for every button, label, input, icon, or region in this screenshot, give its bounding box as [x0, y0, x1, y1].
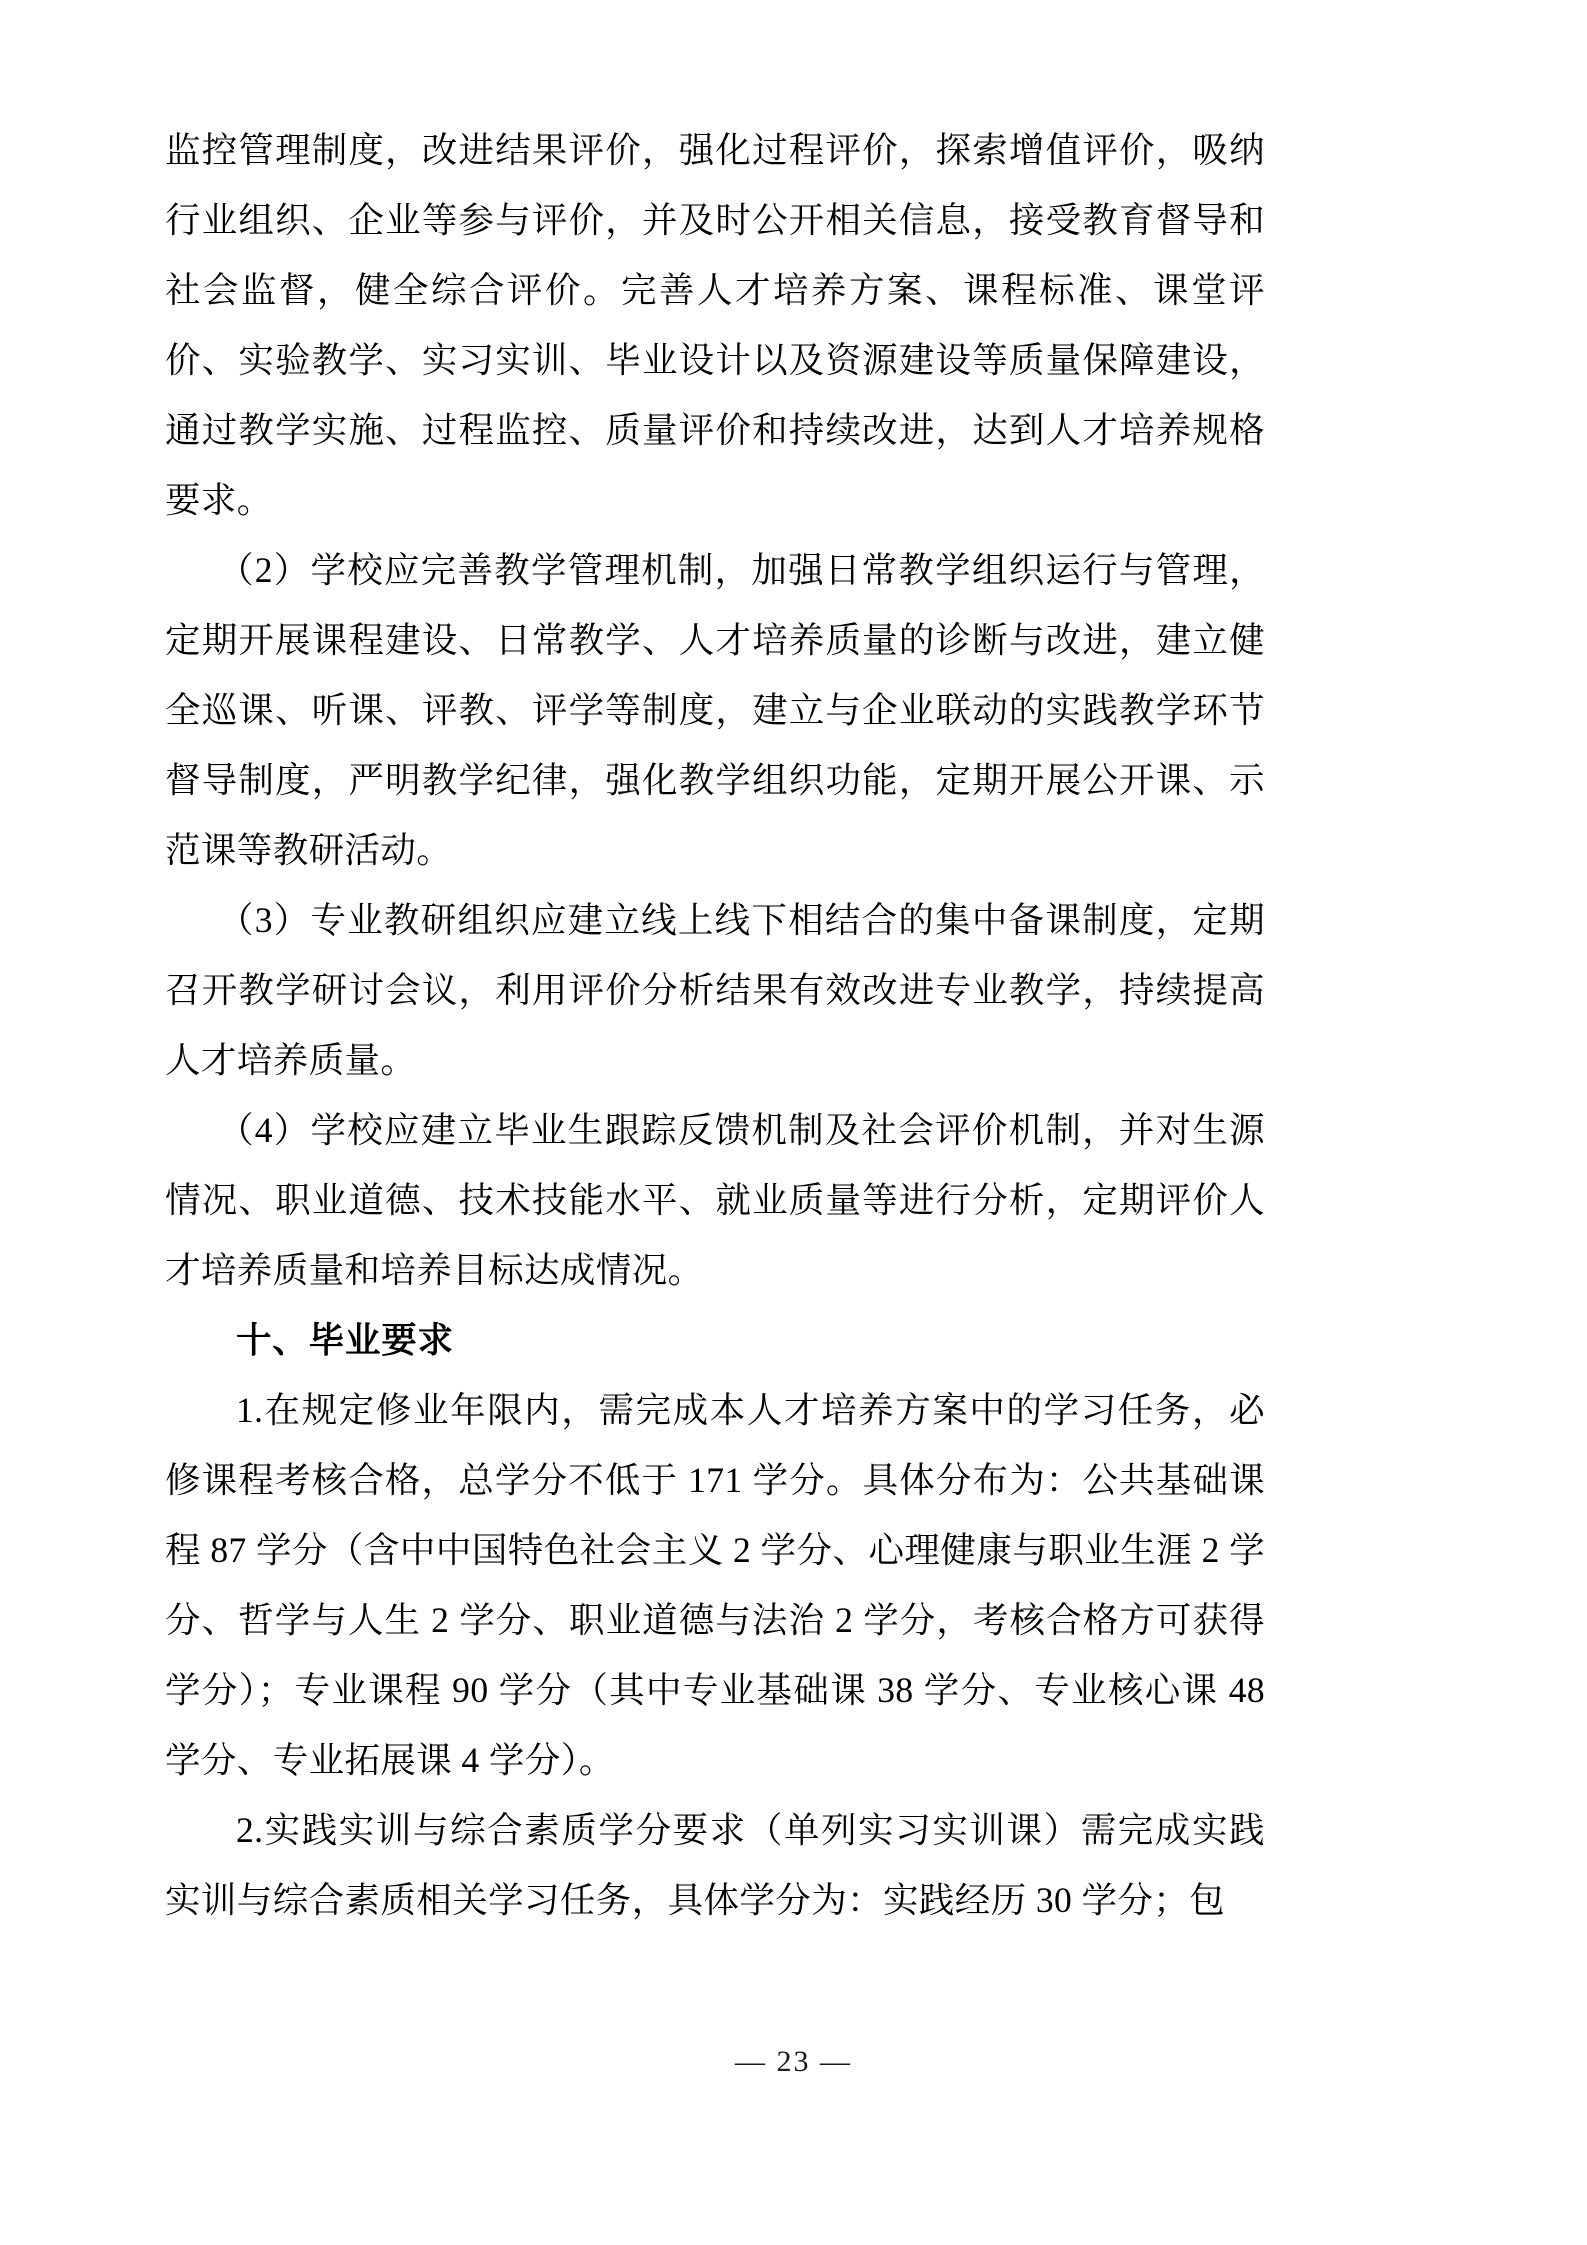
section-heading-graduation-requirements: 十、毕业要求 [236, 1320, 454, 1360]
paragraph-item-3: （3）专业教研组织应建立线上线下相结合的集中备课制度，定期召开教学研讨会议，利用评价分析结果有效改进专业教学，持续提高人才培养质量。 [165, 900, 1265, 1080]
paragraph-requirement-2: 2.实践实训与综合素质学分要求（单列实习实训课）需完成实践实训与综合素质相关学习任务，具体学分为：实践经历 30 学分；包 [165, 1810, 1265, 1920]
page-body [165, 115, 1265, 1935]
page-number: — 23 — [735, 2045, 852, 2078]
paragraph-item-2: （2）学校应完善教学管理机制，加强日常教学组织运行与管理，定期开展课程建设、日常教学、人才培养质量的诊断与改进，建立健全巡课、听课、评教、评学等制度，建立与企业联动的实践教学环节督导制度，严明教学纪律，强化教学组织功能，定期开展公开课、示范课等教研活动。 [165, 550, 1265, 870]
paragraph-requirement-1: 1.在规定修业年限内，需完成本人才培养方案中的学习任务，必修课程考核合格，总学分不低于 171 学分。具体分布为：公共基础课程 87 学分（含中中国特色社会主义 2 学分、心理健康与职业生涯 2 学分、哲学与人生 2 学分、职业道德与法治 2 学分，考核合格方可获得学分）；专业课程 90 学分（其中专业基础课 38 学分、专业核心课 48 学分、专业拓展课 4 学分）。 [165, 1390, 1265, 1780]
paragraph-continuation: 监控管理制度，改进结果评价，强化过程评价，探索增值评价，吸纳行业组织、企业等参与评价，并及时公开相关信息，接受教育督导和社会监督，健全综合评价。完善人才培养方案、课程标准、课堂评价、实验教学、实习实训、毕业设计以及资源建设等质量保障建设，通过教学实施、过程监控、质量评价和持续改进，达到人才培养规格要求。 [165, 130, 1265, 520]
paragraph-item-4: （4）学校应建立毕业生跟踪反馈机制及社会评价机制，并对生源情况、职业道德、技术技能水平、就业质量等进行分析，定期评价人才培养质量和培养目标达成情况。 [165, 1110, 1265, 1290]
